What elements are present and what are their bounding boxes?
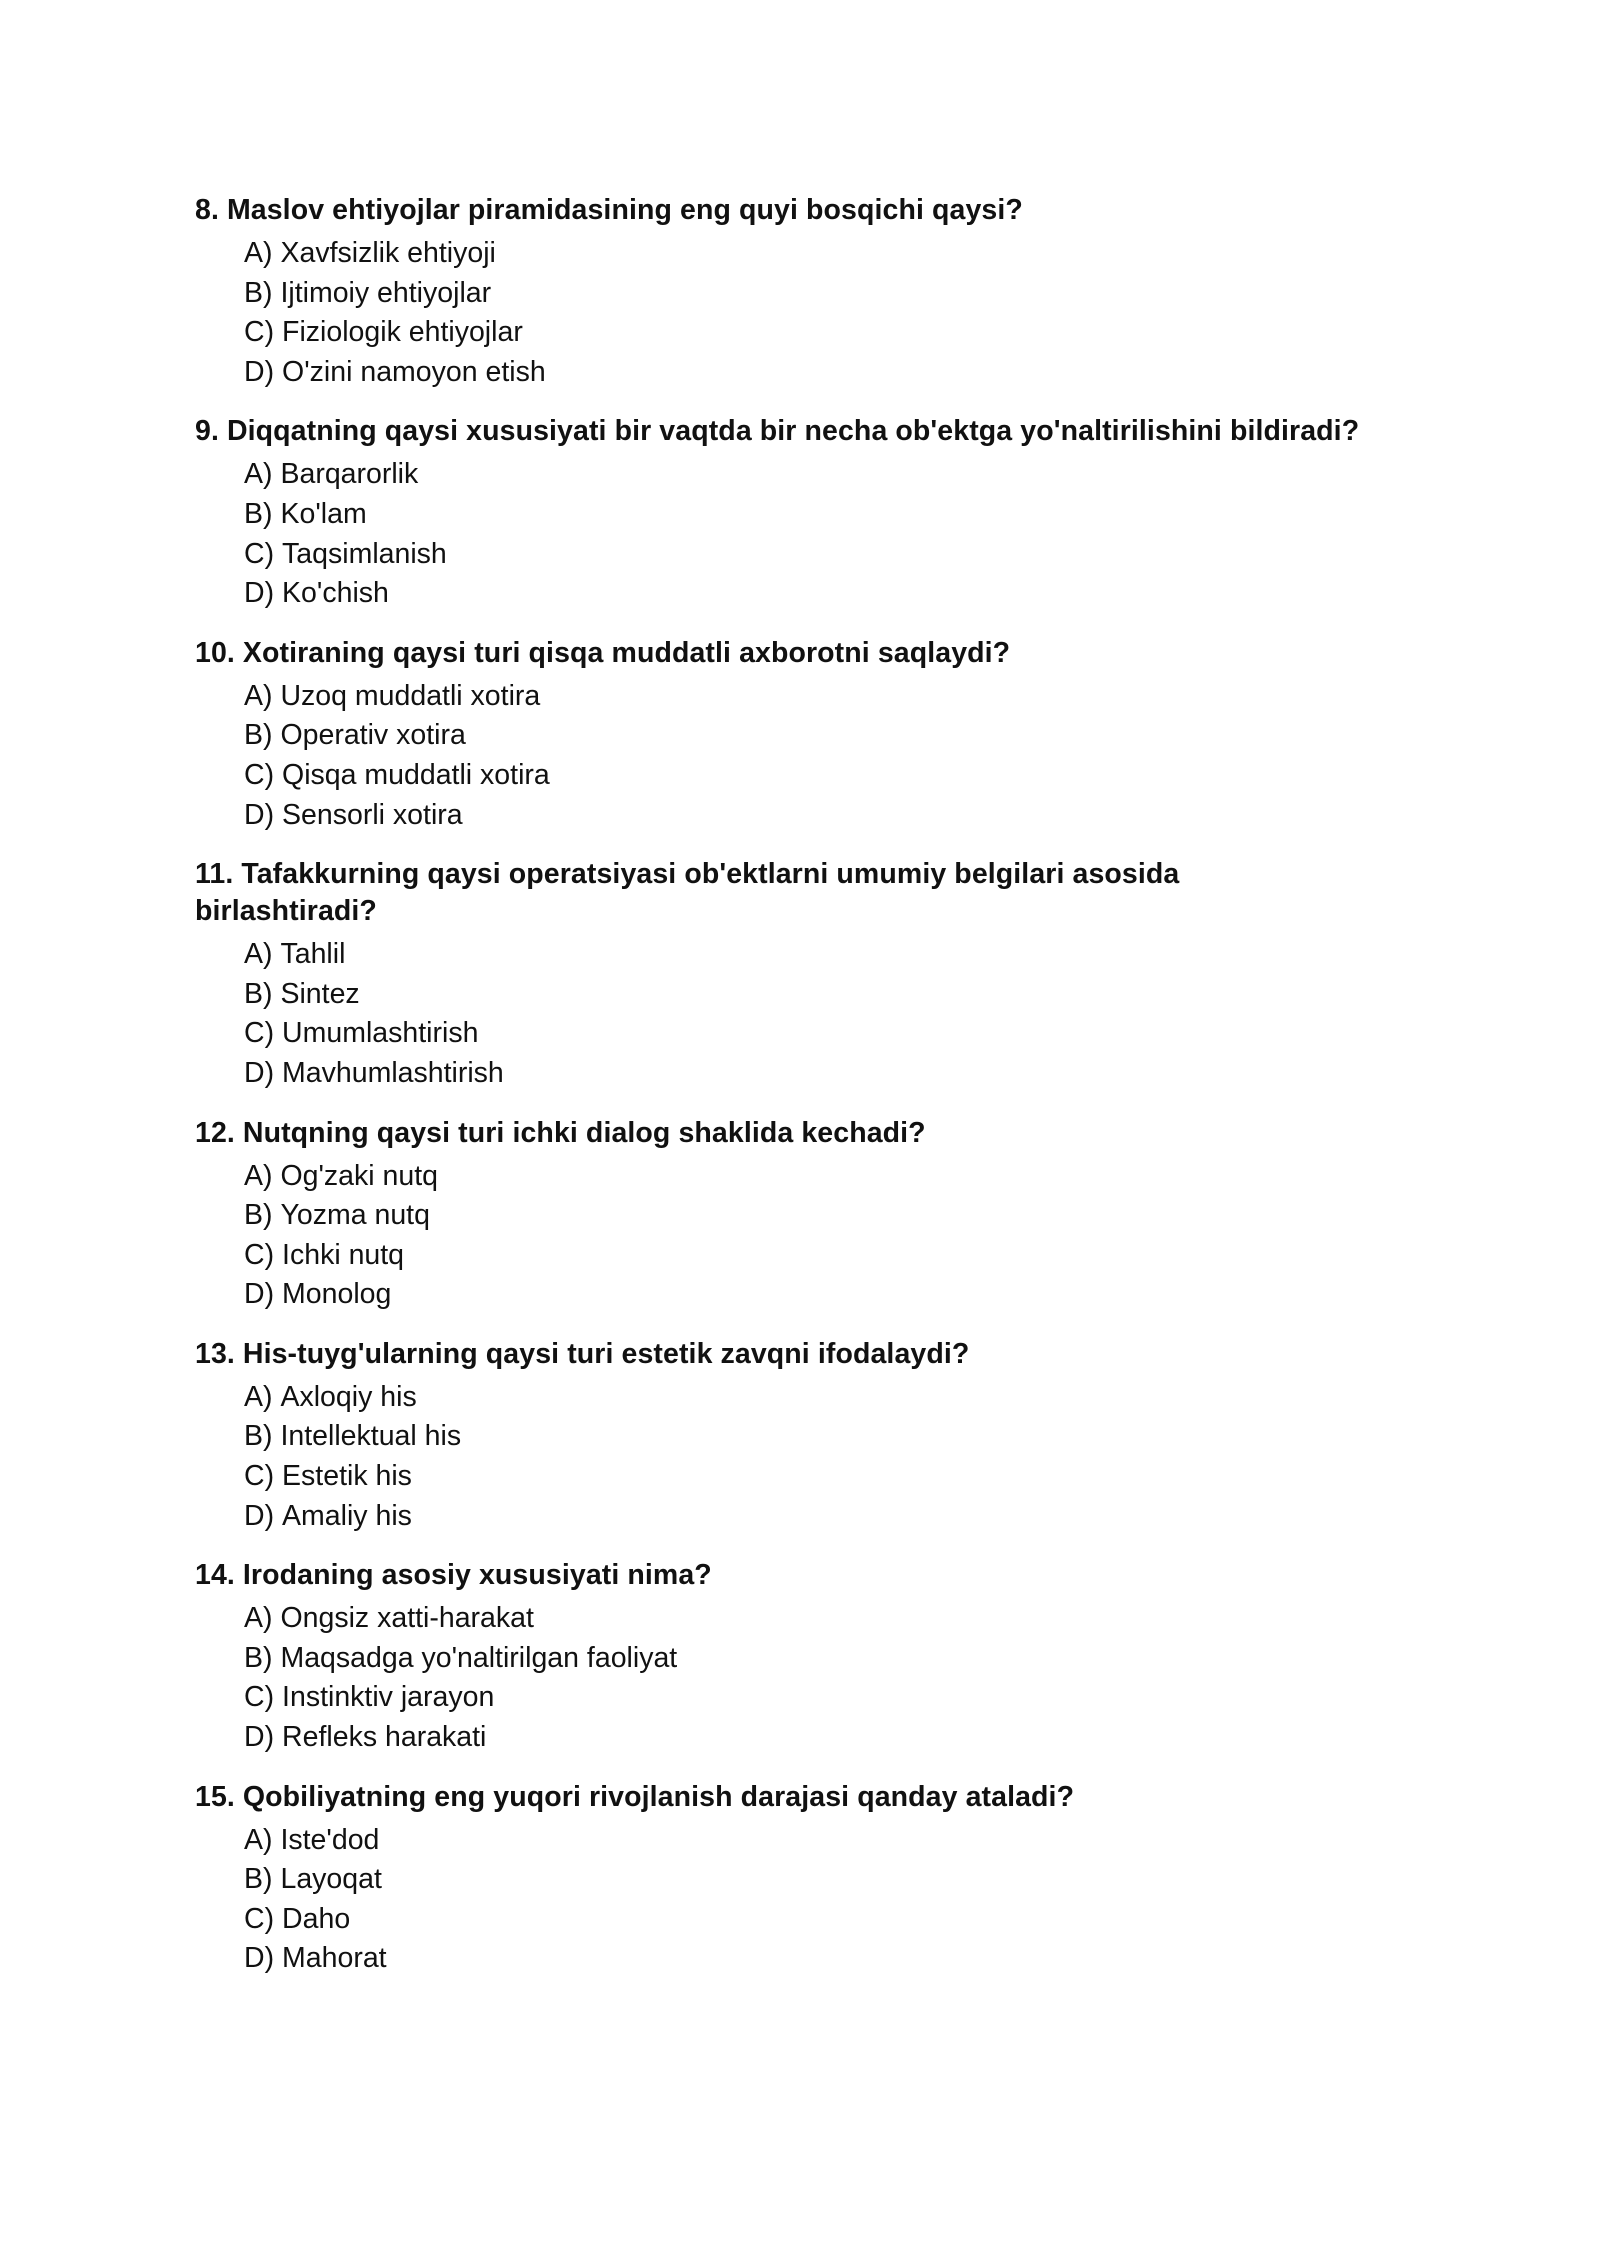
option-letter: A) xyxy=(244,1602,273,1635)
question-title xyxy=(195,1336,1435,1373)
option-list xyxy=(195,455,1435,613)
option-letter: B) xyxy=(244,719,273,752)
option-letter: A) xyxy=(244,1380,273,1413)
option-letter: B) xyxy=(244,497,273,530)
question-title xyxy=(195,856,1255,930)
question-number: 12. xyxy=(195,1116,235,1149)
option-text: Layoqat xyxy=(280,1863,382,1896)
option-list xyxy=(195,234,1435,392)
option-letter: C) xyxy=(244,1681,275,1714)
option-text: Qisqa muddatli xotira xyxy=(282,758,550,791)
option-a xyxy=(244,234,1435,274)
option-letter: C) xyxy=(244,1460,275,1493)
option-c xyxy=(244,1236,1435,1276)
question-title xyxy=(195,635,1435,672)
question-number: 13. xyxy=(195,1337,235,1370)
option-letter: B) xyxy=(244,1420,273,1453)
option-text: Ijtimoiy ehtiyojlar xyxy=(280,276,492,309)
question-8 xyxy=(195,192,1435,392)
option-text: Amaliy his xyxy=(282,1499,412,1532)
question-text: Tafakkurning qaysi operatsiyasi ob'ektlarni umumiy belgilari asosida birlashtiradi? xyxy=(195,858,1180,928)
option-text: Barqarorlik xyxy=(280,458,419,491)
option-list xyxy=(195,1157,1435,1315)
question-title xyxy=(195,1557,1435,1594)
option-letter: A) xyxy=(244,237,273,269)
question-number: 10. xyxy=(195,636,235,669)
option-b xyxy=(244,1196,1435,1236)
option-d xyxy=(244,574,1435,614)
option-a xyxy=(244,1378,1435,1418)
option-a xyxy=(244,1157,1435,1197)
option-b xyxy=(244,1417,1435,1457)
question-number: 14. xyxy=(195,1559,235,1592)
option-letter: C) xyxy=(244,1017,275,1050)
option-text: Ichki nutq xyxy=(282,1238,405,1271)
option-c xyxy=(244,1900,1435,1940)
option-text: Intellektual his xyxy=(280,1420,462,1453)
option-text: Uzoq muddatli xotira xyxy=(280,679,541,712)
option-letter: B) xyxy=(244,1641,273,1674)
option-a xyxy=(244,1599,1435,1639)
option-text: Sensorli xotira xyxy=(282,798,463,831)
option-letter: D) xyxy=(244,798,275,831)
option-text: Mahorat xyxy=(282,1942,387,1975)
option-letter: B) xyxy=(244,1199,273,1232)
option-letter: B) xyxy=(244,1863,273,1896)
option-b xyxy=(244,274,1435,314)
question-15 xyxy=(195,1779,1435,1979)
option-d xyxy=(244,796,1435,836)
question-11 xyxy=(195,856,1435,1093)
option-d xyxy=(244,1939,1435,1979)
option-d xyxy=(244,1054,1435,1094)
option-letter: D) xyxy=(244,1721,275,1754)
option-letter: D) xyxy=(244,1278,275,1311)
option-text: Fiziologik ehtiyojlar xyxy=(282,316,523,349)
option-letter: A) xyxy=(244,938,273,971)
question-text: Nutqning qaysi turi ichki dialog shaklida kechadi? xyxy=(242,1116,926,1149)
option-d xyxy=(244,353,1435,393)
option-letter: B) xyxy=(244,977,273,1010)
question-text: Maslov ehtiyojlar piramidasining eng quyi bosqichi qaysi? xyxy=(226,194,1023,226)
question-number: 9. xyxy=(195,415,219,448)
question-title xyxy=(195,1115,1435,1152)
option-b xyxy=(244,1639,1435,1679)
option-b xyxy=(244,1860,1435,1900)
option-text: Taqsimlanish xyxy=(282,537,447,570)
option-d xyxy=(244,1275,1435,1315)
option-list xyxy=(195,935,1435,1093)
option-text: Iste'dod xyxy=(280,1823,380,1856)
question-number: 11. xyxy=(195,858,234,891)
option-letter: D) xyxy=(244,1942,275,1975)
question-10 xyxy=(195,635,1435,835)
option-letter: A) xyxy=(244,458,273,491)
question-text: Xotiraning qaysi turi qisqa muddatli axborotni saqlaydi? xyxy=(242,636,1011,669)
question-text: His-tuyg'ularning qaysi turi estetik zavqni ifodalaydi? xyxy=(242,1337,970,1370)
option-letter: D) xyxy=(244,577,275,610)
option-letter: A) xyxy=(244,679,273,712)
option-text: Daho xyxy=(282,1902,351,1935)
option-letter: C) xyxy=(244,1902,275,1935)
option-a xyxy=(244,935,1435,975)
option-letter: D) xyxy=(244,1499,275,1532)
option-b xyxy=(244,975,1435,1015)
question-13 xyxy=(195,1336,1435,1536)
option-text: Monolog xyxy=(282,1278,392,1311)
question-title xyxy=(195,192,1435,229)
option-letter: B) xyxy=(244,276,273,309)
option-text: Mavhumlashtirish xyxy=(282,1056,504,1089)
question-title xyxy=(195,1779,1435,1816)
option-text: Sintez xyxy=(280,977,360,1010)
option-letter: A) xyxy=(244,1823,273,1856)
option-a xyxy=(244,1821,1435,1861)
option-letter: C) xyxy=(244,316,275,349)
option-letter: D) xyxy=(244,1056,275,1089)
option-c xyxy=(244,535,1435,575)
option-text: Yozma nutq xyxy=(280,1199,430,1232)
option-c xyxy=(244,1457,1435,1497)
option-text: Xavfsizlik ehtiyoji xyxy=(280,237,496,269)
question-number: 15. xyxy=(195,1780,235,1813)
option-text: Instinktiv jarayon xyxy=(282,1681,495,1714)
option-text: Og'zaki nutq xyxy=(280,1159,438,1192)
option-text: Ongsiz xatti-harakat xyxy=(280,1602,534,1635)
question-12 xyxy=(195,1115,1435,1315)
option-text: Umumlashtirish xyxy=(282,1017,479,1050)
option-list xyxy=(195,1378,1435,1536)
option-d xyxy=(244,1497,1435,1537)
option-a xyxy=(244,677,1435,717)
question-14 xyxy=(195,1557,1435,1757)
question-list xyxy=(195,192,1435,2000)
option-text: Estetik his xyxy=(282,1460,412,1493)
option-b xyxy=(244,495,1435,535)
option-text: Axloqiy his xyxy=(280,1380,417,1413)
option-c xyxy=(244,1014,1435,1054)
option-text: O'zini namoyon etish xyxy=(282,355,546,388)
option-letter: D) xyxy=(244,355,275,388)
option-c xyxy=(244,313,1435,353)
option-list xyxy=(195,1599,1435,1757)
option-text: Refleks harakati xyxy=(282,1721,487,1754)
question-text: Qobiliyatning eng yuqori rivojlanish darajasi qanday ataladi? xyxy=(242,1780,1075,1813)
option-text: Maqsadga yo'naltirilgan faoliyat xyxy=(280,1641,678,1674)
option-list xyxy=(195,1821,1435,1979)
option-list xyxy=(195,677,1435,835)
option-d xyxy=(244,1718,1435,1758)
option-letter: C) xyxy=(244,537,275,570)
option-letter: A) xyxy=(244,1159,273,1192)
question-text: Diqqatning qaysi xususiyati bir vaqtda bir necha ob'ektga yo'naltirilishini bildiradi? xyxy=(226,415,1360,448)
question-9 xyxy=(195,413,1435,613)
option-letter: C) xyxy=(244,1238,275,1271)
question-text: Irodaning asosiy xususiyati nima? xyxy=(242,1559,712,1592)
option-text: Operativ xotira xyxy=(280,719,466,752)
option-c xyxy=(244,1678,1435,1718)
option-text: Tahlil xyxy=(280,938,346,971)
question-title xyxy=(195,413,1435,450)
option-text: Ko'chish xyxy=(282,577,389,610)
option-a xyxy=(244,455,1435,495)
option-letter: C) xyxy=(244,758,275,791)
option-c xyxy=(244,756,1435,796)
option-text: Ko'lam xyxy=(280,497,367,530)
option-b xyxy=(244,716,1435,756)
question-number: 8. xyxy=(195,194,219,226)
